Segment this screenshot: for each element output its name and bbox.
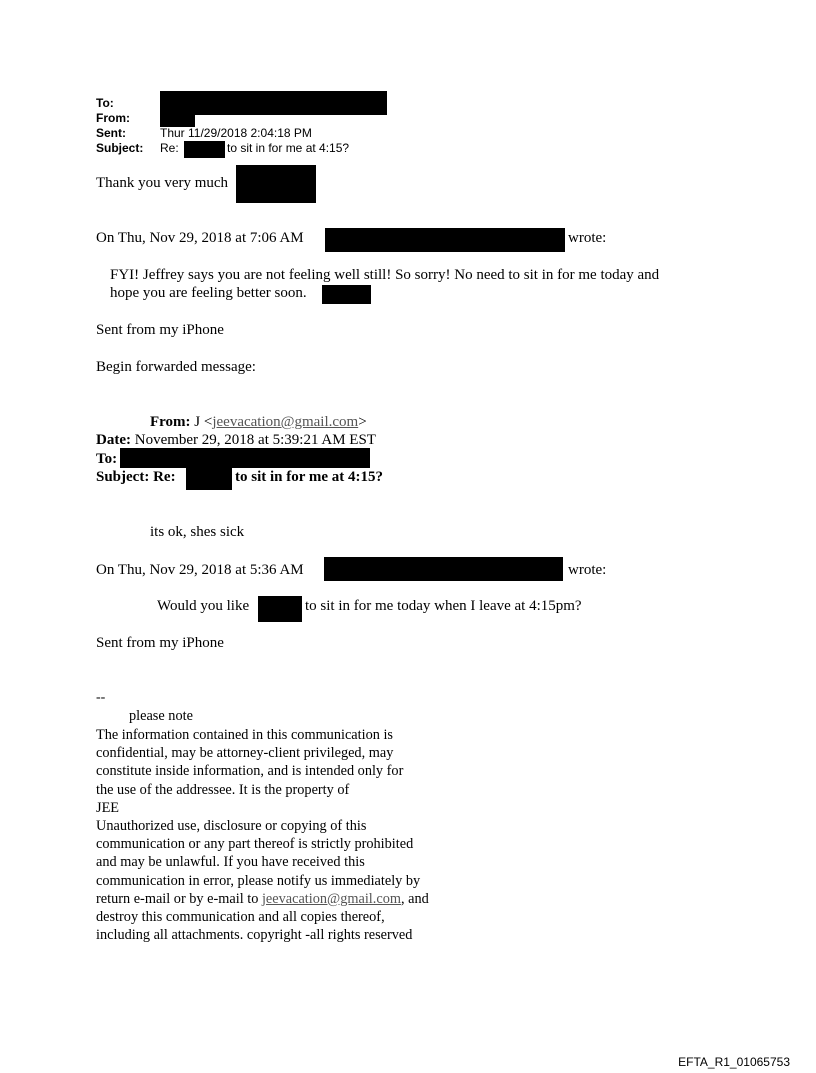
header-sent-label: Sent:	[96, 126, 126, 140]
quote1-line2: hope you are feeling better soon.	[110, 285, 307, 301]
redaction-subject	[184, 141, 225, 158]
header-subject-label: Subject:	[96, 141, 144, 155]
disclaimer-email-line: return e-mail or by e-mail to jeevacation@gmail.com, and	[96, 890, 429, 907]
reply-text: Thank you very much	[96, 175, 229, 191]
disclaimer-line: destroy this communication and all copies thereof,	[96, 908, 385, 925]
header-sent-value: Thur 11/29/2018 2:04:18 PM	[160, 126, 312, 140]
quote2-line-b: to sit in for me today when I leave at 4:15pm?	[305, 598, 582, 614]
disclaimer-block	[96, 726, 429, 944]
quote2-intro: On Thu, Nov 29, 2018 at 5:36 AM	[96, 562, 304, 578]
disclaimer-line: and may be unlawful. If you have received this	[96, 854, 365, 871]
signature-dashes: --	[96, 690, 106, 705]
fwd-from-close: >	[358, 414, 367, 430]
header-subject-prefix: Re:	[160, 141, 179, 155]
disclaimer-line: communication in error, please notify us immediately by	[96, 872, 421, 889]
disclaimer-line: constitute inside information, and is intended only for	[96, 763, 404, 780]
redaction-quote1-signoff	[322, 285, 371, 304]
fwd-from-label: From:	[150, 414, 191, 430]
disclaimer-line: communication or any part thereof is strictly prohibited	[96, 836, 414, 853]
redaction-to	[160, 91, 387, 115]
header-to-label: To:	[96, 96, 114, 110]
quote2-line-a: Would you like	[157, 598, 250, 614]
fwd-date	[96, 432, 376, 449]
fwd-from-name: J <	[194, 414, 213, 430]
redaction-quote2-name	[258, 596, 302, 622]
disclaimer-line: confidential, may be attorney-client privileged, may	[96, 745, 394, 762]
disclaimer-line: including all attachments. copyright -all rights reserved	[96, 927, 413, 944]
redaction-quote2-sender	[324, 557, 563, 581]
fwd-to: To:	[96, 451, 118, 467]
fwd-subject-label: Subject: Re:	[96, 469, 176, 485]
redaction-reply-name	[236, 165, 316, 203]
fwd-from	[150, 414, 367, 431]
disclaimer-email-link[interactable]: jeevacation@gmail.com	[261, 890, 401, 907]
disclaimer-line: The information contained in this communication is	[96, 727, 393, 743]
redaction-fwd-subject	[186, 466, 232, 490]
quote2-wrote: wrote:	[568, 562, 607, 578]
sent-from-iphone-2: Sent from my iPhone	[96, 635, 224, 651]
quote1-intro: On Thu, Nov 29, 2018 at 7:06 AM	[96, 230, 304, 246]
quote1-wrote: wrote:	[568, 230, 607, 246]
fwd-date-label: Date:	[96, 432, 131, 448]
its-ok-text: its ok, shes sick	[150, 524, 245, 540]
header-from-label: From:	[96, 111, 130, 125]
sent-from-iphone-1: Sent from my iPhone	[96, 322, 224, 338]
fwd-subject-rest: to sit in for me at 4:15?	[235, 469, 384, 485]
signature-please-note: please note	[129, 708, 193, 724]
redaction-quote1-sender	[325, 228, 565, 252]
fwd-date-value: November 29, 2018 at 5:39:21 AM EST	[134, 432, 376, 448]
header-subject-rest: to sit in for me at 4:15?	[227, 141, 350, 155]
footer-document-id: EFTA_R1_01065753	[678, 1055, 790, 1069]
begin-forwarded: Begin forwarded message:	[96, 359, 256, 375]
disclaimer-line: JEE	[96, 799, 120, 816]
disclaimer-line: the use of the addressee. It is the property of	[96, 781, 350, 798]
quote1-line1: FYI! Jeffrey says you are not feeling well still! So sorry! No need to sit in for me today and	[110, 267, 660, 283]
fwd-from-email-link[interactable]: jeevacation@gmail.com	[212, 414, 359, 430]
disclaimer-line: Unauthorized use, disclosure or copying of this	[96, 817, 367, 834]
redaction-fwd-to	[120, 448, 370, 468]
